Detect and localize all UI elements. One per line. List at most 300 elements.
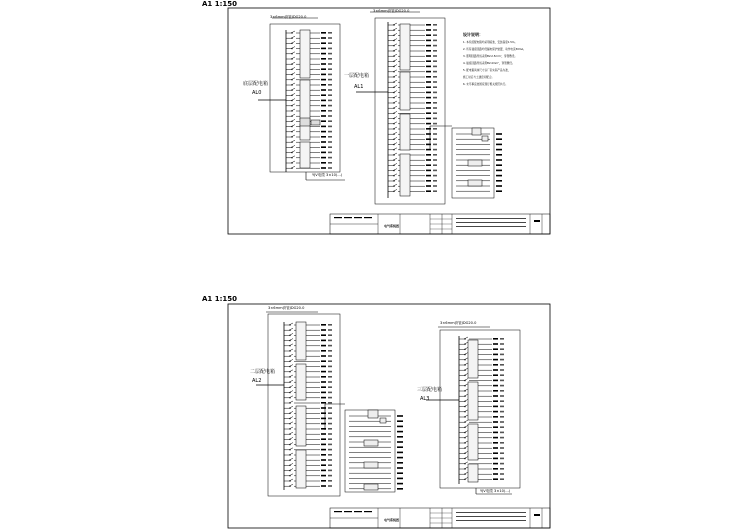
circuit-label-mark	[493, 447, 498, 449]
breaker-node	[291, 116, 292, 117]
circuit-label-mark	[433, 154, 437, 156]
circuit-label-mark	[321, 371, 326, 373]
circuit-label-mark	[433, 107, 437, 109]
circuit-label-mark	[328, 464, 332, 466]
circuit-label-mark	[496, 170, 502, 172]
circuit-label-mark	[328, 381, 332, 383]
circuit-label-mark	[321, 68, 326, 70]
panel-enclosure	[440, 330, 520, 488]
breaker-node	[289, 470, 290, 471]
breaker-node	[289, 408, 290, 409]
sub-distribution-frame	[345, 410, 395, 492]
circuit-label-mark	[433, 92, 437, 94]
circuit-label-mark	[328, 449, 332, 451]
circuit-label-mark	[426, 97, 431, 99]
breaker-node	[291, 168, 292, 169]
circuit-label-mark	[493, 468, 498, 470]
breaker-node	[291, 53, 292, 54]
circuit-label-mark	[493, 359, 498, 361]
circuit-label-mark	[328, 110, 332, 112]
sheet2-left-panel-code: AL2	[252, 378, 262, 384]
circuit-label-mark	[500, 385, 504, 387]
breaker-block	[468, 340, 478, 378]
circuit-label-mark	[426, 170, 431, 172]
circuit-label-mark	[426, 66, 431, 68]
sheet1-right-panel-code: AL1	[354, 84, 364, 90]
breaker-block	[468, 382, 478, 420]
breaker-node	[291, 48, 292, 49]
breaker-node	[289, 335, 290, 336]
circuit-label-mark	[426, 118, 431, 120]
breaker-node	[289, 444, 290, 445]
circuit-label-mark	[433, 138, 437, 140]
circuit-label-mark	[500, 447, 504, 449]
circuit-label-mark	[321, 470, 326, 472]
circuit-label-mark	[397, 441, 403, 443]
circuit-label-mark	[321, 120, 326, 122]
circuit-label-mark	[493, 416, 498, 418]
breaker-node	[393, 30, 394, 31]
breaker-node	[464, 458, 465, 459]
circuit-label-mark	[496, 185, 502, 187]
breaker-node	[393, 82, 394, 83]
sheet1-right-feeder-label: 3×6mm套管JDG20.0	[373, 9, 410, 13]
circuit-label-mark	[321, 126, 326, 128]
circuit-label-mark	[321, 53, 326, 55]
circuit-label-mark	[426, 164, 431, 166]
breaker-node	[464, 370, 465, 371]
circuit-label-mark	[321, 105, 326, 107]
circuit-label-mark	[500, 432, 504, 434]
circuit-label-mark	[433, 102, 437, 104]
circuit-label-mark	[321, 329, 326, 331]
circuit-label-mark	[496, 133, 502, 135]
circuit-label-mark	[328, 63, 332, 65]
breaker-node	[464, 427, 465, 428]
circuit-label-mark	[321, 58, 326, 60]
breaker-node	[291, 162, 292, 163]
circuit-label-mark	[328, 329, 332, 331]
circuit-label-mark	[426, 86, 431, 88]
breaker-node	[393, 24, 394, 25]
circuit-label-mark	[500, 426, 504, 428]
circuit-label-mark	[328, 407, 332, 409]
breaker-node	[291, 63, 292, 64]
circuit-label-mark	[500, 452, 504, 454]
breaker-node	[393, 134, 394, 135]
circuit-label-mark	[493, 343, 498, 345]
sheet2-right-panel-code: AL3	[420, 396, 430, 402]
breaker-node	[291, 121, 292, 122]
breaker-block	[468, 424, 478, 460]
breaker-node	[393, 76, 394, 77]
circuit-label-mark	[500, 442, 504, 444]
sheet2-right-bottom-label: YJV电缆 3×10(...)	[480, 489, 511, 493]
circuit-label-mark	[397, 467, 403, 469]
circuit-label-mark	[397, 426, 403, 428]
breaker-node	[393, 50, 394, 51]
circuit-label-mark	[433, 133, 437, 135]
meter-box	[311, 120, 320, 125]
circuit-label-mark	[328, 141, 332, 143]
breaker-node	[464, 354, 465, 355]
circuit-label-mark	[493, 390, 498, 392]
circuit-label-mark	[328, 438, 332, 440]
notes-line: 1. 本系统配电箱均采用暗装，安装高度1.5m。	[463, 41, 518, 44]
notes-line: 5. 配电箱具体尺寸以厂家实际产品为准，	[463, 69, 511, 72]
circuit-label-mark	[328, 334, 332, 336]
breaker-node	[464, 390, 465, 391]
circuit-label-mark	[397, 420, 403, 422]
circuit-label-mark	[328, 105, 332, 107]
sheet1-left-panel-code: AL0	[252, 90, 262, 96]
circuit-label-mark	[328, 360, 332, 362]
breaker-node	[464, 349, 465, 350]
circuit-label-mark	[328, 475, 332, 477]
notes-line: 施工时应与土建密切配合。	[463, 76, 495, 79]
circuit-label-mark	[433, 180, 437, 182]
breaker-block	[400, 114, 410, 150]
circuit-label-mark	[328, 53, 332, 55]
circuit-label-mark	[321, 350, 326, 352]
circuit-label-mark	[321, 136, 326, 138]
circuit-label-mark	[321, 454, 326, 456]
circuit-label-mark	[493, 385, 498, 387]
circuit-label-mark	[397, 472, 403, 474]
breaker-node	[393, 180, 394, 181]
breaker-node	[464, 411, 465, 412]
circuit-label-mark	[493, 338, 498, 340]
circuit-label-mark	[426, 81, 431, 83]
circuit-label-mark	[321, 324, 326, 326]
breaker-node	[464, 474, 465, 475]
breaker-block	[296, 450, 306, 488]
breaker-block	[468, 464, 478, 482]
circuit-label-mark	[433, 66, 437, 68]
circuit-label-mark	[433, 81, 437, 83]
circuit-label-mark	[328, 152, 332, 154]
circuit-label-mark	[433, 185, 437, 187]
breaker-node	[291, 84, 292, 85]
circuit-label-mark	[328, 386, 332, 388]
circuit-label-mark	[328, 94, 332, 96]
circuit-label-mark	[500, 416, 504, 418]
title-block-text-mark	[354, 511, 362, 512]
circuit-label-mark	[493, 411, 498, 413]
circuit-label-mark	[321, 141, 326, 143]
breaker-node	[393, 175, 394, 176]
breaker-node	[291, 105, 292, 106]
breaker-node	[291, 38, 292, 39]
breaker-node	[289, 387, 290, 388]
circuit-label-mark	[328, 428, 332, 430]
title-block-text-mark	[456, 218, 526, 219]
circuit-label-mark	[321, 334, 326, 336]
breaker-node	[393, 118, 394, 119]
circuit-label-mark	[493, 478, 498, 480]
circuit-label-mark	[433, 159, 437, 161]
breaker-node	[291, 126, 292, 127]
circuit-label-mark	[500, 374, 504, 376]
breaker-node	[464, 453, 465, 454]
breaker-node	[289, 345, 290, 346]
circuit-label-mark	[321, 84, 326, 86]
circuit-label-mark	[426, 175, 431, 177]
circuit-label-mark	[328, 89, 332, 91]
breaker-node	[393, 123, 394, 124]
sheet1-scale-label: A1 1:150	[202, 0, 238, 8]
title-block-text-mark	[534, 514, 540, 516]
circuit-label-mark	[493, 369, 498, 371]
circuit-label-mark	[321, 381, 326, 383]
notes-line: 6. 未尽事宜按国家现行相关规范执行。	[463, 83, 508, 86]
breaker-node	[464, 442, 465, 443]
circuit-label-mark	[493, 348, 498, 350]
circuit-label-mark	[433, 118, 437, 120]
circuit-label-mark	[426, 24, 431, 26]
title-block-text-mark	[354, 217, 362, 218]
breaker-node	[464, 406, 465, 407]
circuit-label-mark	[493, 458, 498, 460]
circuit-label-mark	[433, 55, 437, 57]
circuit-label-mark	[328, 366, 332, 368]
breaker-node	[289, 356, 290, 357]
breaker-node	[464, 375, 465, 376]
sheet2-scale-label: A1 1:150	[202, 295, 238, 303]
circuit-label-mark	[493, 406, 498, 408]
circuit-label-mark	[321, 444, 326, 446]
meter-box	[364, 484, 378, 490]
title-block-text-mark	[364, 217, 372, 218]
circuit-label-mark	[500, 458, 504, 460]
breaker-node	[289, 366, 290, 367]
breaker-node	[393, 165, 394, 166]
breaker-block	[296, 364, 306, 400]
title-block-text-mark	[334, 217, 342, 218]
notes-title: 设计说明：	[463, 32, 483, 37]
circuit-label-mark	[500, 369, 504, 371]
circuit-label-mark	[426, 190, 431, 192]
sheet2-left-feeder-label: 3×6mm套管JDG20.0	[268, 306, 305, 310]
circuit-label-mark	[496, 149, 502, 151]
circuit-label-mark	[321, 94, 326, 96]
breaker-node	[393, 186, 394, 187]
sheet1-right-panel-name: 一层配电箱	[344, 73, 370, 79]
circuit-label-mark	[493, 463, 498, 465]
title-block-text-mark	[456, 222, 526, 223]
circuit-label-mark	[426, 185, 431, 187]
breaker-node	[289, 361, 290, 362]
circuit-label-mark	[328, 480, 332, 482]
circuit-label-mark	[496, 180, 502, 182]
circuit-label-mark	[321, 146, 326, 148]
circuit-label-mark	[321, 100, 326, 102]
breaker-node	[393, 35, 394, 36]
circuit-label-mark	[397, 431, 403, 433]
notes-line: 3. 照明回路导线采用BV-2.5mm²，穿管敷设。	[463, 55, 518, 58]
breaker-node	[393, 113, 394, 114]
circuit-label-mark	[493, 374, 498, 376]
breaker-node	[393, 154, 394, 155]
meter-box	[468, 180, 482, 186]
circuit-label-mark	[328, 42, 332, 44]
breaker-node	[393, 139, 394, 140]
circuit-label-mark	[496, 154, 502, 156]
circuit-label-mark	[493, 380, 498, 382]
circuit-label-mark	[433, 149, 437, 151]
breaker-node	[393, 170, 394, 171]
breaker-node	[393, 102, 394, 103]
circuit-label-mark	[426, 123, 431, 125]
circuit-label-mark	[426, 92, 431, 94]
breaker-node	[393, 71, 394, 72]
circuit-label-mark	[433, 86, 437, 88]
circuit-label-mark	[321, 402, 326, 404]
circuit-label-mark	[500, 406, 504, 408]
circuit-label-mark	[433, 112, 437, 114]
circuit-label-mark	[328, 84, 332, 86]
breaker-node	[291, 147, 292, 148]
meter-box	[380, 418, 386, 423]
circuit-label-mark	[321, 48, 326, 50]
breaker-node	[393, 56, 394, 57]
circuit-label-mark	[433, 50, 437, 52]
meter-box	[368, 410, 378, 418]
circuit-label-mark	[328, 120, 332, 122]
circuit-label-mark	[500, 411, 504, 413]
breaker-node	[291, 90, 292, 91]
circuit-label-mark	[500, 463, 504, 465]
circuit-label-mark	[328, 48, 332, 50]
breaker-node	[289, 397, 290, 398]
circuit-label-mark	[328, 371, 332, 373]
circuit-label-mark	[321, 79, 326, 81]
circuit-label-mark	[328, 412, 332, 414]
circuit-label-mark	[328, 32, 332, 34]
breaker-node	[464, 448, 465, 449]
circuit-label-mark	[321, 340, 326, 342]
breaker-node	[393, 40, 394, 41]
circuit-label-mark	[500, 380, 504, 382]
circuit-label-mark	[321, 110, 326, 112]
circuit-label-mark	[500, 348, 504, 350]
breaker-block	[300, 142, 310, 168]
circuit-label-mark	[433, 170, 437, 172]
circuit-label-mark	[328, 131, 332, 133]
circuit-label-mark	[493, 354, 498, 356]
circuit-label-mark	[328, 433, 332, 435]
circuit-label-mark	[397, 436, 403, 438]
circuit-label-mark	[328, 392, 332, 394]
breaker-node	[291, 79, 292, 80]
circuit-label-mark	[493, 432, 498, 434]
circuit-label-mark	[397, 446, 403, 448]
sheet1-left-feeder-label: 3×6mm套管JDG20.0	[270, 15, 307, 19]
circuit-label-mark	[426, 40, 431, 42]
breaker-node	[289, 439, 290, 440]
breaker-node	[289, 350, 290, 351]
breaker-node	[291, 43, 292, 44]
circuit-label-mark	[328, 162, 332, 164]
circuit-label-mark	[433, 24, 437, 26]
circuit-label-mark	[328, 423, 332, 425]
circuit-label-mark	[500, 359, 504, 361]
circuit-label-mark	[328, 58, 332, 60]
circuit-label-mark	[321, 345, 326, 347]
breaker-node	[291, 152, 292, 153]
breaker-node	[291, 142, 292, 143]
sheet2-titleblock-name: 电气系统图	[384, 518, 400, 522]
title-block-text-mark	[334, 511, 342, 512]
breaker-node	[464, 385, 465, 386]
breaker-node	[393, 149, 394, 150]
breaker-node	[289, 480, 290, 481]
meter-box	[364, 462, 378, 468]
circuit-label-mark	[493, 437, 498, 439]
breaker-node	[464, 416, 465, 417]
circuit-label-mark	[328, 444, 332, 446]
breaker-node	[289, 434, 290, 435]
circuit-label-mark	[328, 74, 332, 76]
breaker-node	[289, 330, 290, 331]
breaker-node	[464, 401, 465, 402]
circuit-label-mark	[328, 340, 332, 342]
circuit-label-mark	[433, 40, 437, 42]
breaker-node	[289, 376, 290, 377]
circuit-label-mark	[433, 29, 437, 31]
breaker-node	[291, 69, 292, 70]
breaker-node	[289, 454, 290, 455]
breaker-node	[291, 131, 292, 132]
meter-box	[364, 440, 378, 446]
circuit-label-mark	[500, 338, 504, 340]
circuit-label-mark	[500, 354, 504, 356]
circuit-label-mark	[500, 395, 504, 397]
breaker-node	[393, 61, 394, 62]
circuit-label-mark	[426, 45, 431, 47]
circuit-label-mark	[426, 112, 431, 114]
breaker-node	[289, 418, 290, 419]
circuit-label-mark	[321, 167, 326, 169]
breaker-node	[464, 432, 465, 433]
breaker-node	[289, 402, 290, 403]
circuit-label-mark	[321, 131, 326, 133]
breaker-node	[291, 32, 292, 33]
breaker-node	[291, 100, 292, 101]
notes-line: 2. 所有插座回路均设漏电保护装置，动作电流30mA。	[463, 48, 526, 51]
breaker-node	[289, 324, 290, 325]
breaker-block	[300, 30, 310, 78]
circuit-label-mark	[321, 449, 326, 451]
breaker-node	[464, 344, 465, 345]
circuit-label-mark	[496, 164, 502, 166]
circuit-label-mark	[328, 355, 332, 357]
circuit-label-mark	[500, 343, 504, 345]
meter-box	[300, 118, 310, 126]
sheet2-right-feeder-label: 3×6mm套管JDG20.0	[440, 321, 477, 325]
circuit-label-mark	[321, 355, 326, 357]
title-block-text-mark	[534, 220, 540, 222]
breaker-node	[289, 449, 290, 450]
circuit-label-mark	[426, 107, 431, 109]
circuit-label-mark	[426, 50, 431, 52]
circuit-label-mark	[397, 488, 403, 490]
breaker-node	[464, 364, 465, 365]
circuit-label-mark	[321, 74, 326, 76]
breaker-node	[464, 380, 465, 381]
circuit-label-mark	[496, 138, 502, 140]
circuit-label-mark	[328, 402, 332, 404]
